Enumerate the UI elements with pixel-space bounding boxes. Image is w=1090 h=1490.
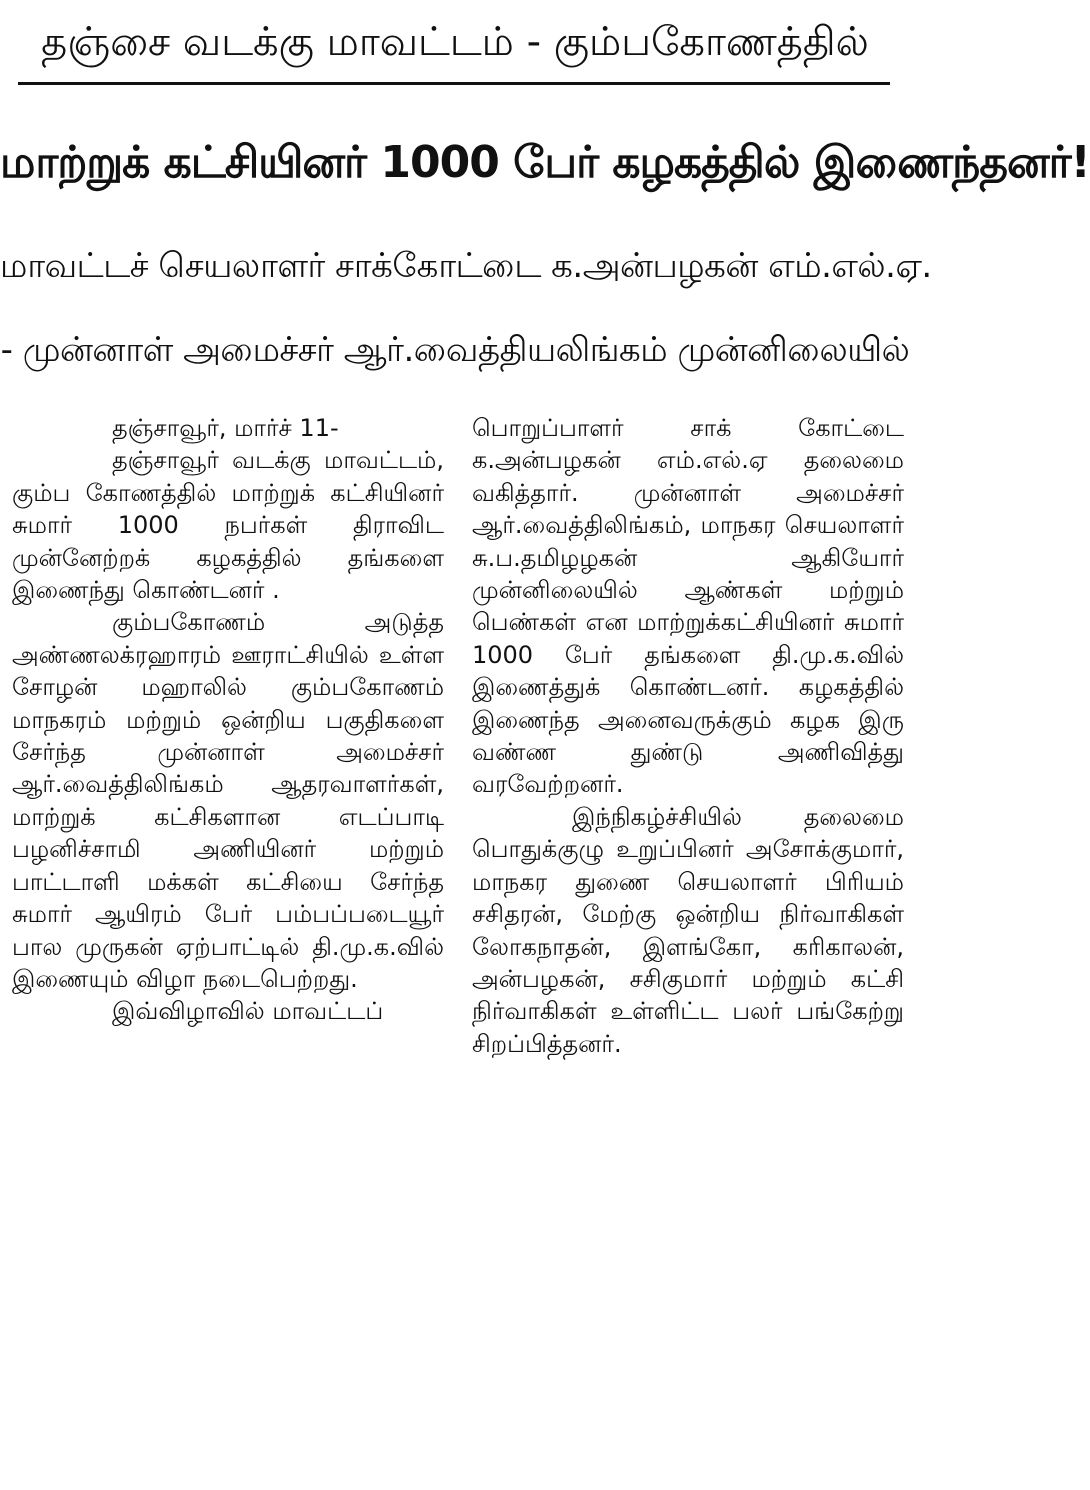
article-subhead-line-2: - முன்னாள் அமைச்சர் ஆர்.வைத்தியலிங்கம் முன்னிலையில் [0,330,910,370]
article-column-left [12,412,444,1028]
article-dateline: தஞ்சாவூர், மார்ச் 11- [112,414,339,442]
article-paragraph: இந்நிகழ்ச்சியில் தலைமை பொதுக்குழு உறுப்பினர் அசோக்குமார், மாநகர துணை செயலாளர் பிரியம் சசிதரன், மேற்கு ஒன்றிய நிர்வாகிகள் லோகநாதன், இளங்கோ, கரிகாலன், அன்பழகன், சசிகுமார் மற்றும் கட்சி நிர்வாகிகள் உள்ளிட்ட பலர் பங்கேற்று சிறப்பித்தனர். [472,802,904,1058]
article-paragraph: தஞ்சாவூர் வடக்கு மாவட்டம், கும்ப கோணத்தில் மாற்றுக் கட்சியினர் சுமார் 1000 நபர்கள் திராவிட முன்னேற்றக் கழகத்தில் தங்களை இணைந்து கொண்டனர் . [12,446,444,605]
article-subhead-line-1: மாவட்டச் செயலாளர் சாக்கோட்டை க.அன்பழகன் எம்.எல்.ஏ. [0,246,932,286]
article-kicker: தஞ்சை வடக்கு மாவட்டம் - கும்பகோணத்தில் [41,19,869,65]
kicker-underline [18,82,890,85]
article-paragraph: இவ்விழாவில் மாவட்டப் [112,997,384,1026]
article-headline: மாற்றுக் கட்சியினர் 1000 பேர் கழகத்தில் இணைந்தனர்! [0,137,1090,188]
article-column-right [472,412,904,1060]
article-paragraph: கும்பகோணம் அடுத்த அண்ணலக்ரஹாரம் ஊராட்சியில் உள்ள சோழன் மஹாலில் கும்பகோணம் மாநகரம் மற்றும் ஒன்றிய பகுதிகளை சேர்ந்த முன்னாள் அமைச்சர் ஆர்.வைத்திலிங்கம் ஆதரவாளர்கள், மாற்றுக் கட்சிகளான எடப்பாடி பழனிச்சாமி அணியினர் மற்றும் பாட்டாளி மக்கள் கட்சியை சேர்ந்த சுமார் ஆயிரம் பேர் பம்பப்படையூர் பால முருகன் ஏற்பாட்டில் தி.மு.க.வில் இணையும் விழா நடைபெற்றது. [12,608,444,993]
article-paragraph-continued: பொறுப்பாளர் சாக் கோட்டை க.அன்பழகன் எம்.எல்.ஏ தலைமை வகித்தார். முன்னாள் அமைச்சர் ஆர்.வைத்திலிங்கம், மாநகர செயலாளர் சு.ப.தமிழழகன் ஆகியோர் முன்னிலையில் ஆண்கள் மற்றும் பெண்கள் என மாற்றுக்கட்சியினர் சுமார் 1000 பேர் தங்களை தி.மு.க.வில் இணைத்துக் கொண்டனர். கழகத்தில் இணைந்த அனைவருக்கும் கழக இரு வண்ண துண்டு அணிவித்து வரவேற்றனர். [472,414,904,799]
